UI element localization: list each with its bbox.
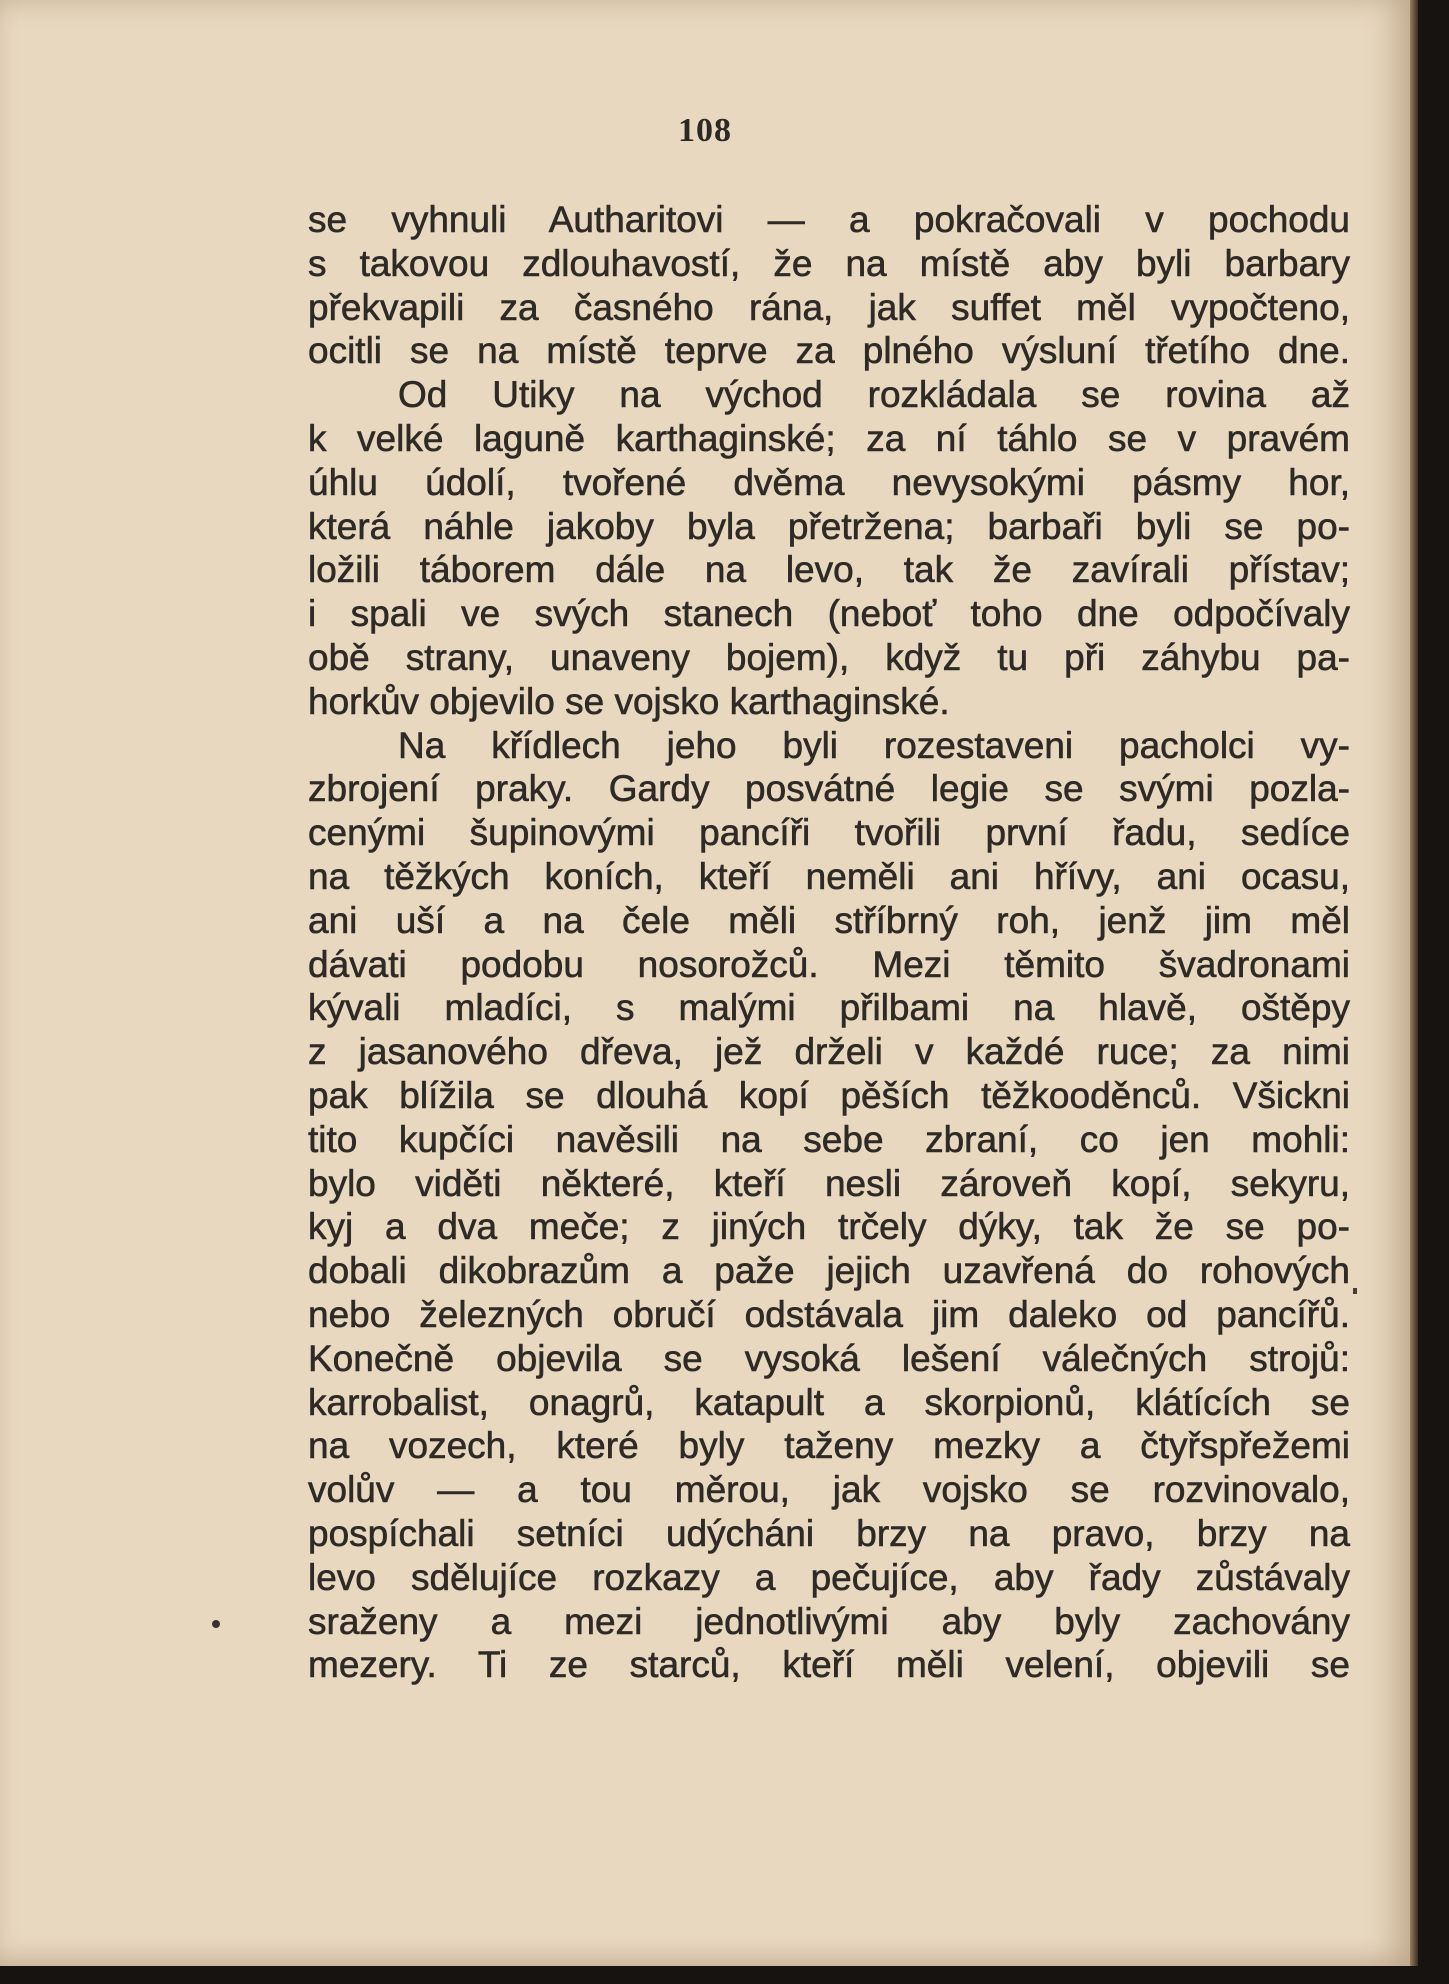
text-line: horkův objevilo se vojsko karthaginské. bbox=[308, 680, 950, 722]
text-line: bylo viděti některé, kteří nesli zároveň kopí, sekyru, bbox=[308, 1162, 1350, 1204]
text-line: tito kupčíci navěsili na sebe zbraní, co jen mohli: bbox=[308, 1118, 1350, 1160]
margin-mark bbox=[212, 1620, 220, 1628]
text-line: k velké laguně karthaginské; za ní táhlo se v pravém bbox=[308, 417, 1350, 459]
text-line: na vozech, které byly taženy mezky a čtyřspřežemi bbox=[308, 1425, 1350, 1467]
page-number: 108 bbox=[678, 112, 732, 149]
text-line: s takovou zdlouhavostí, že na místě aby byli barbary bbox=[308, 242, 1350, 284]
text-line: ani uší a na čele měli stříbrný roh, jenž jim měl bbox=[308, 899, 1350, 941]
text-line: i spali ve svých stanech (neboť toho dne odpočívaly bbox=[308, 593, 1350, 635]
text-line: obě strany, unaveny bojem), když tu při záhybu pa- bbox=[308, 636, 1350, 678]
text-line: zbrojení praky. Gardy posvátné legie se svými pozla- bbox=[308, 768, 1350, 810]
text-line: která náhle jakoby byla přetržena; barbaři byli se po- bbox=[308, 505, 1350, 547]
text-line: ocitli se na místě teprve za plného výsluní třetího dne. bbox=[308, 330, 1350, 372]
text-line: kývali mladíci, s malými přilbami na hlavě, oštěpy bbox=[308, 987, 1350, 1029]
body-text bbox=[308, 198, 1350, 1687]
text-line: karrobalist, onagrů, katapult a skorpionů, klátících se bbox=[308, 1381, 1350, 1423]
text-line: pak blížila se dlouhá kopí pěších těžkooděnců. Všickni bbox=[308, 1074, 1350, 1116]
text-line: na těžkých koních, kteří neměli ani hřívy, ani ocasu, bbox=[308, 855, 1350, 897]
text-line: Konečně objevila se vysoká lešení válečných strojů: bbox=[308, 1337, 1350, 1379]
text-line: Od Utiky na východ rozkládala se rovina až bbox=[398, 374, 1350, 416]
text-line: volův — a tou měrou, jak vojsko se rozvinovalo, bbox=[308, 1469, 1350, 1511]
text-line: úhlu údolí, tvořené dvěma nevysokými pásmy hor, bbox=[308, 461, 1350, 503]
text-line: nebo železných obručí odstávala jim daleko od pancířů. bbox=[308, 1293, 1350, 1335]
text-line: sraženy a mezi jednotlivými aby byly zachovány bbox=[308, 1600, 1350, 1642]
ink-speck bbox=[1353, 1288, 1357, 1294]
text-line: kyj a dva meče; z jiných trčely dýky, tak že se po- bbox=[308, 1206, 1350, 1248]
text-line: překvapili za časného rána, jak suffet měl vypočteno, bbox=[308, 286, 1350, 328]
text-line: z jasanového dřeva, jež drželi v každé ruce; za nimi bbox=[308, 1031, 1350, 1073]
text-line: pospíchali setníci udýcháni brzy na pravo, brzy na bbox=[308, 1512, 1350, 1554]
text-line: levo sdělujíce rozkazy a pečujíce, aby řady zůstávaly bbox=[308, 1556, 1350, 1598]
text-line: cenými šupinovými pancíři tvořili první řadu, sedíce bbox=[308, 812, 1350, 854]
text-line: ložili táborem dále na levo, tak že zavírali přístav; bbox=[308, 549, 1350, 591]
text-line: mezery. Ti ze starců, kteří měli velení, objevili se bbox=[308, 1644, 1350, 1686]
page-edge bbox=[1410, 0, 1418, 1966]
text-line: se vyhnuli Autharitovi — a pokračovali v pochodu bbox=[308, 199, 1350, 240]
text-line: dávati podobu nosorožců. Mezi těmito švadronami bbox=[308, 943, 1350, 985]
text-line: dobali dikobrazům a paže jejich uzavřená do rohových bbox=[308, 1250, 1350, 1292]
text-line: Na křídlech jeho byli rozestaveni pacholci vy- bbox=[398, 724, 1350, 766]
